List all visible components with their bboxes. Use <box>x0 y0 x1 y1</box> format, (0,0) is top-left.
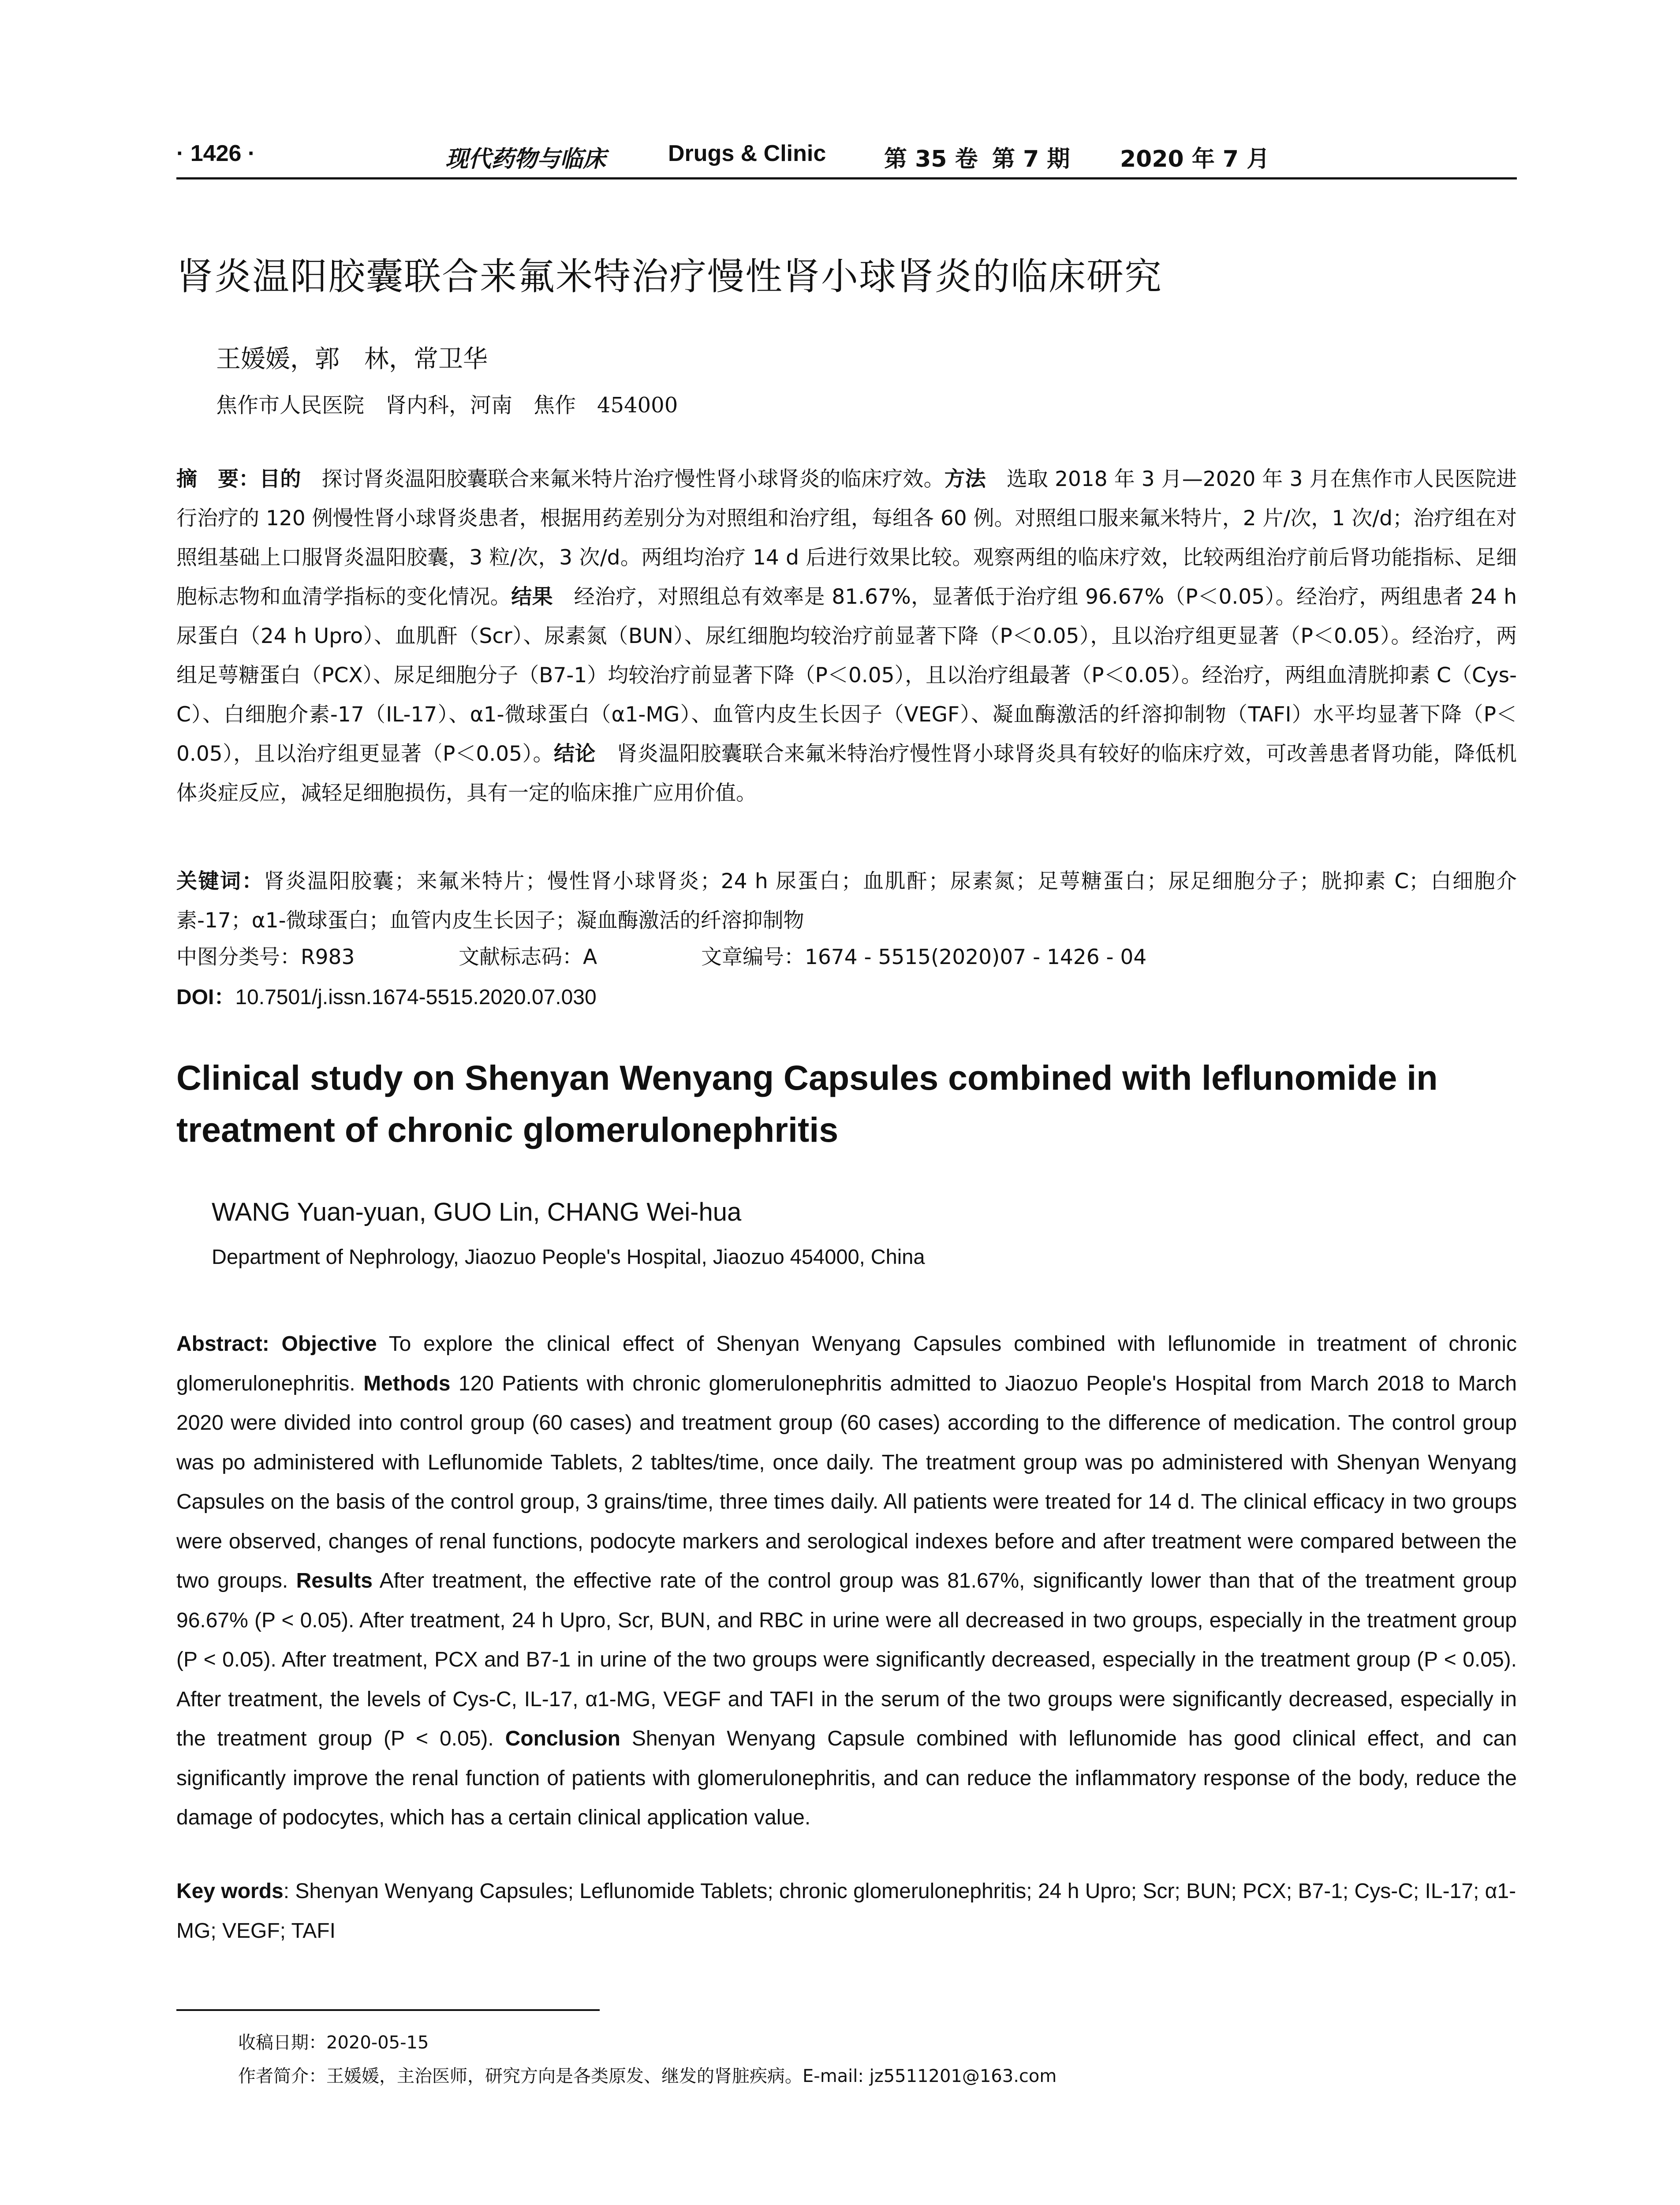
keywords-list-en: : Shenyan Wenyang Capsules; Leflunomide Tablets; chronic glomerulonephritis; 24 h Upro; Scr; BUN; PCX; B7-1; Cys-C; IL-17; α1-MG; VEGF; TAFI <box>176 1880 1516 1943</box>
author-bio: 作者简介：王媛媛，主治医师，研究方向是各类原发、继发的肾脏疾病。E-mail: jz5511201@163.com <box>238 2066 1057 2086</box>
document-code: 文献标志码：A <box>459 945 597 969</box>
keywords-cn <box>176 862 1517 940</box>
authors-cn: 王媛媛，郭 林，常卫华 <box>216 345 488 374</box>
header-divider <box>176 177 1517 179</box>
objective-label-cn: 目的 <box>259 467 301 491</box>
footnote-divider <box>176 2009 600 2011</box>
methods-label-en: Methods <box>363 1372 451 1395</box>
classification-line <box>176 941 1517 976</box>
conclusion-label-cn: 结论 <box>553 742 596 766</box>
volume: 第 35 卷 <box>884 146 978 172</box>
issue: 第 7 期 <box>992 146 1070 172</box>
keywords-en <box>176 1872 1517 1951</box>
doi-link[interactable]: 10.7501/j.issn.1674-5515.2020.07.030 <box>235 986 597 1009</box>
article-title-en: Clinical study on Shenyan Wenyang Capsules combined with leflunomide in treatment of chronic glomerulonephritis <box>176 1058 1438 1149</box>
received-date: 收稿日期：2020-05-15 <box>238 2033 429 2053</box>
affiliation-cn: 焦作市人民医院 肾内科，河南 焦作 454000 <box>216 393 678 418</box>
issue-date: 2020 年 7 月 <box>1120 146 1270 172</box>
methods-label-cn: 方法 <box>944 467 986 491</box>
methods-en: 120 Patients with chronic glomerulonephritis admitted to Jiaozuo People's Hospital from March 2018 to March 2020 were divided into control group (60 cases) and treatment group (60 cases) according to the difference of medication. The control group was po administered with Leflunomide Tablets, 2 tabltes/time, once daily. The treatment group was po administered with Shenyan Wenyang Capsules on the basis of the control group, 3 grains/time, three times daily. All patients were treated for 14 d. The clinical efficacy in two groups were observed, changes of renal functions, podocyte markers and serological indexes before and after treatment were compared between the two groups. <box>176 1372 1517 1592</box>
methods-cn: 选取 2018 年 3 月—2020 年 3 月在焦作市人民医院进行治疗的 120 例慢性肾小球肾炎患者，根据用药差别分为对照组和治疗组，每组各 60 例。对照组口服来氟米特片，2 片/次，1 次/d；治疗组在对照组基础上口服肾炎温阳胶囊，3 粒/次，3 次/d。两组均治疗 14 d 后进行效果比较。观察两组的临床疗效，比较两组治疗前后肾功能指标、足细胞标志物和血清学指标的变化情况。 <box>176 467 1517 609</box>
abstract-label-en: Abstract: Objective <box>176 1332 377 1356</box>
abstract-label-cn: 摘 要： <box>176 467 260 491</box>
clc-number: 中图分类号：R983 <box>176 945 355 969</box>
authors-en: WANG Yuan-yuan, GUO Lin, CHANG Wei-hua <box>212 1198 742 1226</box>
article-title-cn: 肾炎温阳胶囊联合来氟米特治疗慢性肾小球肾炎的临床研究 <box>176 255 1163 298</box>
objective-en: To explore the clinical effect of Shenyan Wenyang Capsules combined with leflunomide in treatment of chronic glomerulonephritis. <box>176 1332 1517 1395</box>
results-cn: 经治疗，对照组总有效率是 81.67%，显著低于治疗组 96.67%（P＜0.05）。经治疗，两组患者 24 h 尿蛋白（24 h Upro）、血肌酐（Scr）、尿素氮（BUN）、尿红细胞均较治疗前显著下降（P＜0.05），且以治疗组更显著（P＜0.05）。经治疗，两组足萼糖蛋白（PCX）、尿足细胞分子（B7-1）均较治疗前显著下降（P＜0.05），且以治疗组最著（P＜0.05）。经治疗，两组血清胱抑素 C（Cys-C）、白细胞介素-17（IL-17）、α1-微球蛋白（α1-MG）、血管内皮生长因子（VEGF）、凝血酶激活的纤溶抑制物（TAFI）水平均显著下降（P＜0.05），且以治疗组更显著（P＜0.05）。 <box>176 585 1517 766</box>
results-label-en: Results <box>296 1569 373 1592</box>
doi-line <box>176 980 597 1010</box>
affiliation-en: Department of Nephrology, Jiaozuo People's Hospital, Jiaozuo 454000, China <box>212 1245 925 1268</box>
conclusion-cn: 肾炎温阳胶囊联合来氟米特治疗慢性肾小球肾炎具有较好的临床疗效，可改善患者肾功能，降低机体炎症反应，减轻足细胞损伤，具有一定的临床推广应用价值。 <box>176 742 1517 805</box>
journal-name-en: Drugs & Clinic <box>668 141 826 166</box>
conclusion-en: Shenyan Wenyang Capsule combined with leflunomide has good clinical effect, and can significantly improve the renal function of patients with glomerulonephritis, and can reduce the inflammatory response of the body, reduce the damage of podocytes, which has a certain clinical application value. <box>176 1727 1517 1829</box>
page-number: · 1426 · <box>176 141 256 166</box>
doi-label: DOI： <box>176 986 235 1009</box>
keywords-label-en: Key words <box>176 1880 284 1903</box>
abstract-en <box>176 1324 1517 1838</box>
keywords-list-cn: 肾炎温阳胶囊；来氟米特片；慢性肾小球肾炎；24 h 尿蛋白；血肌酐；尿素氮；足萼糖蛋白；尿足细胞分子；胱抑素 C；白细胞介素-17；α1-微球蛋白；血管内皮生长因子；凝血酶激活的纤溶抑制物 <box>176 869 1517 933</box>
conclusion-label-en: Conclusion <box>505 1727 620 1750</box>
journal-name-cn: 现代药物与临床 <box>445 146 606 172</box>
running-header <box>176 140 1499 180</box>
article-id: 文章编号：1674 - 5515(2020)07 - 1426 - 04 <box>701 945 1147 969</box>
results-en: After treatment, the effective rate of the control group was 81.67%, significantly lower than that of the treatment group 96.67% (P < 0.05). After treatment, 24 h Upro, Scr, BUN, and RBC in urine were all decreased in two groups, especially in the treatment group (P < 0.05). After treatment, PCX and B7-1 in urine of the two groups were significantly decreased, especially in the treatment group (P < 0.05). After treatment, the levels of Cys-C, IL-17, α1-MG, VEGF and TAFI in the serum of the two groups were significantly decreased, especially in the treatment group (P < 0.05). <box>176 1569 1517 1750</box>
keywords-label-cn: 关键词： <box>176 869 264 893</box>
objective-cn: 探讨肾炎温阳胶囊联合来氟米特片治疗慢性肾小球肾炎的临床疗效。 <box>301 467 945 491</box>
results-label-cn: 结果 <box>511 585 553 609</box>
abstract-cn <box>176 460 1517 813</box>
